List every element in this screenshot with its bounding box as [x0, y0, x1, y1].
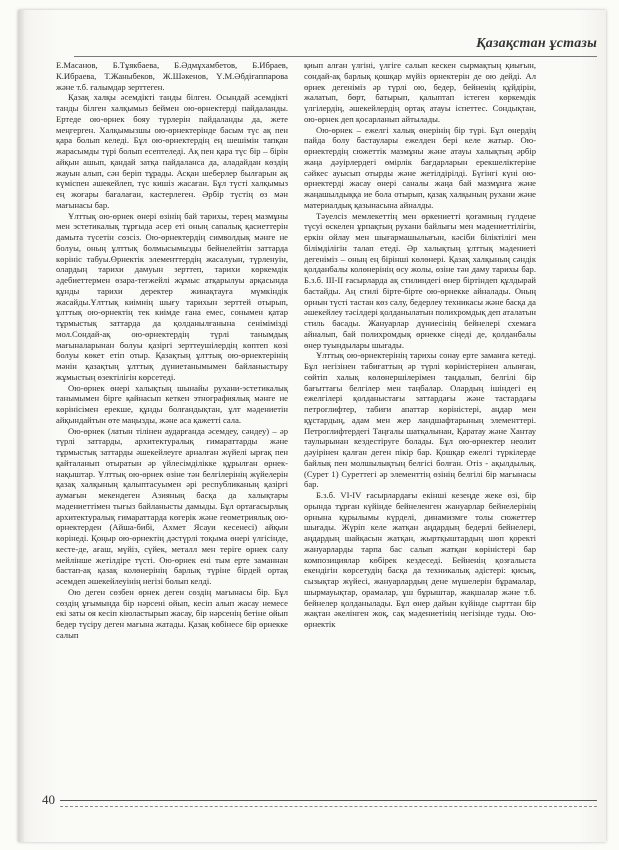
- page-binding-shadow: [18, 10, 24, 842]
- journal-title: Қазақстан ұстазы: [476, 36, 597, 51]
- paragraph: қиып алған үлгіні, үлгіге салып кескен сырмақтың қиығын, сондай-ақ барлық қошқар мүйіз өрнектерін де ою дейді. Ал өрнек дегеніміз әр түрлі ою, бедер, бейненің құйдірін, жалатып, бөрт, батырып, қалыптап істеген көркемдік үлгілердің, әшекейлердің ортақ атауы іспеттес. Сондықтан, ою-өрнек деп қосарланып айтылады.: [304, 60, 536, 124]
- paragraph: Ою-өрнек – ежелгі халық өнерінің бір түрі. Бұл өнердің пайда болу бастаулары ежелден бері келе жатыр. Ою-өрнектердің сюжеттік мазмұны және атауы халықтың әрбір жаңа дәуірлердегі өмірлік бағдарларын ерекшеліктеріне сәйкес ауысып отырды және жетілдірілді. Бүгінгі күні ою-өрнектерді жасау өнері саналы жаңа бай мазмұнға және жаңашылдыққа ие бола отырып, қазақ халқының рухани және материалдық қазынасына айналды.: [304, 124, 536, 210]
- paragraph: Ою-өрнек (латын тілінен аударғанда әсемдеу, сәндеу) – әр түрлі заттарды, архитектуралық ғимараттарды және тұрмыстық заттарды әшекейлеуге арналған жүйелі ырғақ пен қайталанып отыратын әр үйлесімділікке құрылған өрнек-нақыштар. Ұлттық ою-өрнек өзіне тән белгілерінің жүйелерін қазақ халқының қалыптасуымен әрі республиканың қазіргі аумағын мекендеген Азияның басқа да халықтары мәдениеттімен тығыз байланысты дамыды. Бұл ортағасырлық архитектуралық ғимараттарда көгерік және геометриялық ою-өрнектерден (Айша-бибі, Ахмет Ясауи кесенесі) айқын көрінеді. Қоңыр ою-өрнектің дәстүрлі тоқыма өнері үлгісінде, кесте-де, ағаш, мүйіз, сүйек, металл мен теріге өрнек салу мейлінше жетілдіре түсті. Ою-өрнек ені тым ерте заманнан бастап-ақ қазақ колөнерінің барлық түріне бірдей ортақ әсемдеп әшекейлеуінің негізі болып келді.: [56, 425, 288, 586]
- paragraph: Ою деген сөзбен өрнек деген сөздің мағынасы бір. Бұл сөздің ұғымында бір нәрсені ойып, кесіп алып жасау немесе екі заты оя кесіп кіюластырып жасау, бір нәрсенің бетіне ойып бедер түсіру деген мағына жатады. Қазақ көбінесе бір өрнекке салып: [56, 586, 288, 640]
- paragraph: Ою-өрнек өнері халықтың шынайы рухани-эстетикалық танымымен бірге қайнасып кеткен этнографиялық мәнге не көрінісімен ерекше, құнды болғандықтан, ұлт мәдениетін айқындайтын өте маңызды, және аса қажетті сала.: [56, 382, 288, 425]
- paragraph: Ұлттық ою-өрнек өнері өзінің бай тарихы, терең мазмұны мен эстетикалық тұрғыда әсер еті оның сапалық қасиеттерін дамыта түсетін сөзсіз. Ою-өрнектердің символдық мәнге не болуы, оның ұлттық болмысымызды бейнелейтін заттарда көрініс табуы.Өрнектік элементтердің жасалуын, түрленуін, олардың тарихи дамуын зерттеп, тарихи көркемдік әдебиеттермен өзара-тегжейлі жұмыс атқарылуы арқасында құнды тарихи деректер жинақтауға мүмкіндік жасайды.Ұлттық киімнің шығу тарихын зерттей отырып, ұлттық ою-өрнектің тек киімде ғана емес, сонымен қатар тұрмыстық заттарда да қолданылғанына сенімімізді мол.Сондай-ақ ою-өрнектердің түрлі танымдық мағыналарынан болуы қазіргі зерттеушілердің көптеп көзі болуы көкет етіп отыр. Қазақтың ұлттық ою-өрнектерінің мәнін қазақтың ұлттық дүниетанымымен байланыстыру жұмыстың өзектілігін көрсетеді.: [56, 210, 288, 382]
- page-number: 40: [42, 792, 55, 807]
- paragraph: Б.з.б. VI-IV ғасырлардағы екінші кезеңде жеке өзі, бір орында тұрған күйінде бейнеленген жануарлар бейнелерінің орнына құрылымы күрделі, динамизмге толы сюжеттер шығады. Жүріп келе жатқан аңдардың бедерлі бейнелері, аңдардың шайқасын жатқан, жыртқыштардың шөп қоректі жануарларды тарпа бас салып жатқан көріністері бар композициялар көбірек кездеседі. Бейненің қозғалыста екендігін көрсетудің басқа да техникалық әдістері: қисық, сызықтар жүйесі, жануарлардың дене мүшелерін бұрамалар, шырмауықтар, орамалар, ұш бұрыштар, жақшалар және т.б. бейнелер қолданылады. Бұл өнер дайын күйінде сырттан бір жақтан әкелінген жоқ, сақ мәдениетінің негізінде туды. Ою-өрнектік: [304, 490, 536, 629]
- paragraph: Тәуелсіз мемлекеттің мен өркениетті қоғамның гүлдене түсуі өскелен ұрпақтың рухани байлығы мен мәдениеттілігін, еркін ойлау мен шығармашылығын, кәсіби біліктілігі мен білімділігін талап етеді. Әр халықтың ұлттық мәдениеті дегеніміз – оның ең бірінші көлөнері. Қазақ халқының сәндік қолданбалы колөнерінің өсу жолы, өзіне тән даму тарихы бар. Б.з.б. ІІІ-ІІ ғасырларда ақ стилиндегі өнер біртіндеп құлдырай бастайды. Аң стилі бірте-бірте ою-өрнекке айналады. Оның орнын түсті тастан көз салу, бедерлеу техникасы және басқа да әшекейлеу тәсілдері қолданылатын полихромдық деп аталатын стиль басады. Жануарлар дүниесінің бейнелері схемаға айналып, бай полихромдық өрнекке сіңеді де, қолданбалы өнер туындылары шығады.: [304, 210, 536, 350]
- footer-rule: [60, 800, 597, 807]
- authors-paragraph: Е.Масанов, Б.Тұякбаева, Б.Әдмұхамбетов, Б.Ибраев, К.Ибраева, Т.Жаныбеков, Ж.Шәкенов, Ү.М.Әбдіғаппарова және т.б. ғалымдар зерттеген.: [56, 60, 288, 92]
- paragraph: Қазақ халқы әсемдікті танды білген. Осындай әсемдікті танды білген халқымыз беймен ою-өрнектерді пайдаланды. Ертеде ою-өрнек бояу түрлерін пайдаланды да, жете меңгерген. Халқымызшы ою-өрнектерінде басым түс ақ пен қара болып келеді. Бұл ою-өрнектердің ең шешімін тапқан жарасымды түрі болып есептеледі. Ақ пен қара түс бір – бірін айқын ашып, қандай затқа пайдаланса да, аладайдан көздің жауын алып, сән беріп тұрады. Асқан шеберлер былғарын ақ күміспен әшекейлеп, түс кишіз жасаған. Бұл түсті халқымыз ең жоғары бағалаған, кастерлеген. Әрбір түстің өз мән мағынасы бар.: [56, 92, 288, 210]
- right-column: [304, 60, 536, 630]
- paragraph: Ұлттық ою-өрнектерінің тарихы сонау ерте заманға кетеді. Бұл негізінен табиғаттың әр түрлі көріністерінен алынған, сөйтіп халық көлөнершілерімен таңдалып, белгілі бір бағыттағы белгілер мен таңбалар. Олардың ішіндегі ең ежелгілері қолданыстағы заттардағы және тастардағы петроглифтер, табиғи апаттар көріністері, аңдар мен құстардың, адам мен жер ландшафтарының элементтері. Петроглифтердегі Таңғалы шатқалынан, Қаратау және Хантау таулырынан кездестіруге болады. Бұл ою-өрнектер неолит дәуірінен қалған деген пікір бар. Қошқар ежелгі түркілерде байлық пен молшылықтың белгісі болған. Отіз - ақылдылық. (Сурет 1) Суреттегі әр элементтің өзінің белгілі бір мағынасы бар.: [304, 350, 536, 490]
- left-column: [56, 60, 288, 641]
- header-rule: [74, 56, 597, 57]
